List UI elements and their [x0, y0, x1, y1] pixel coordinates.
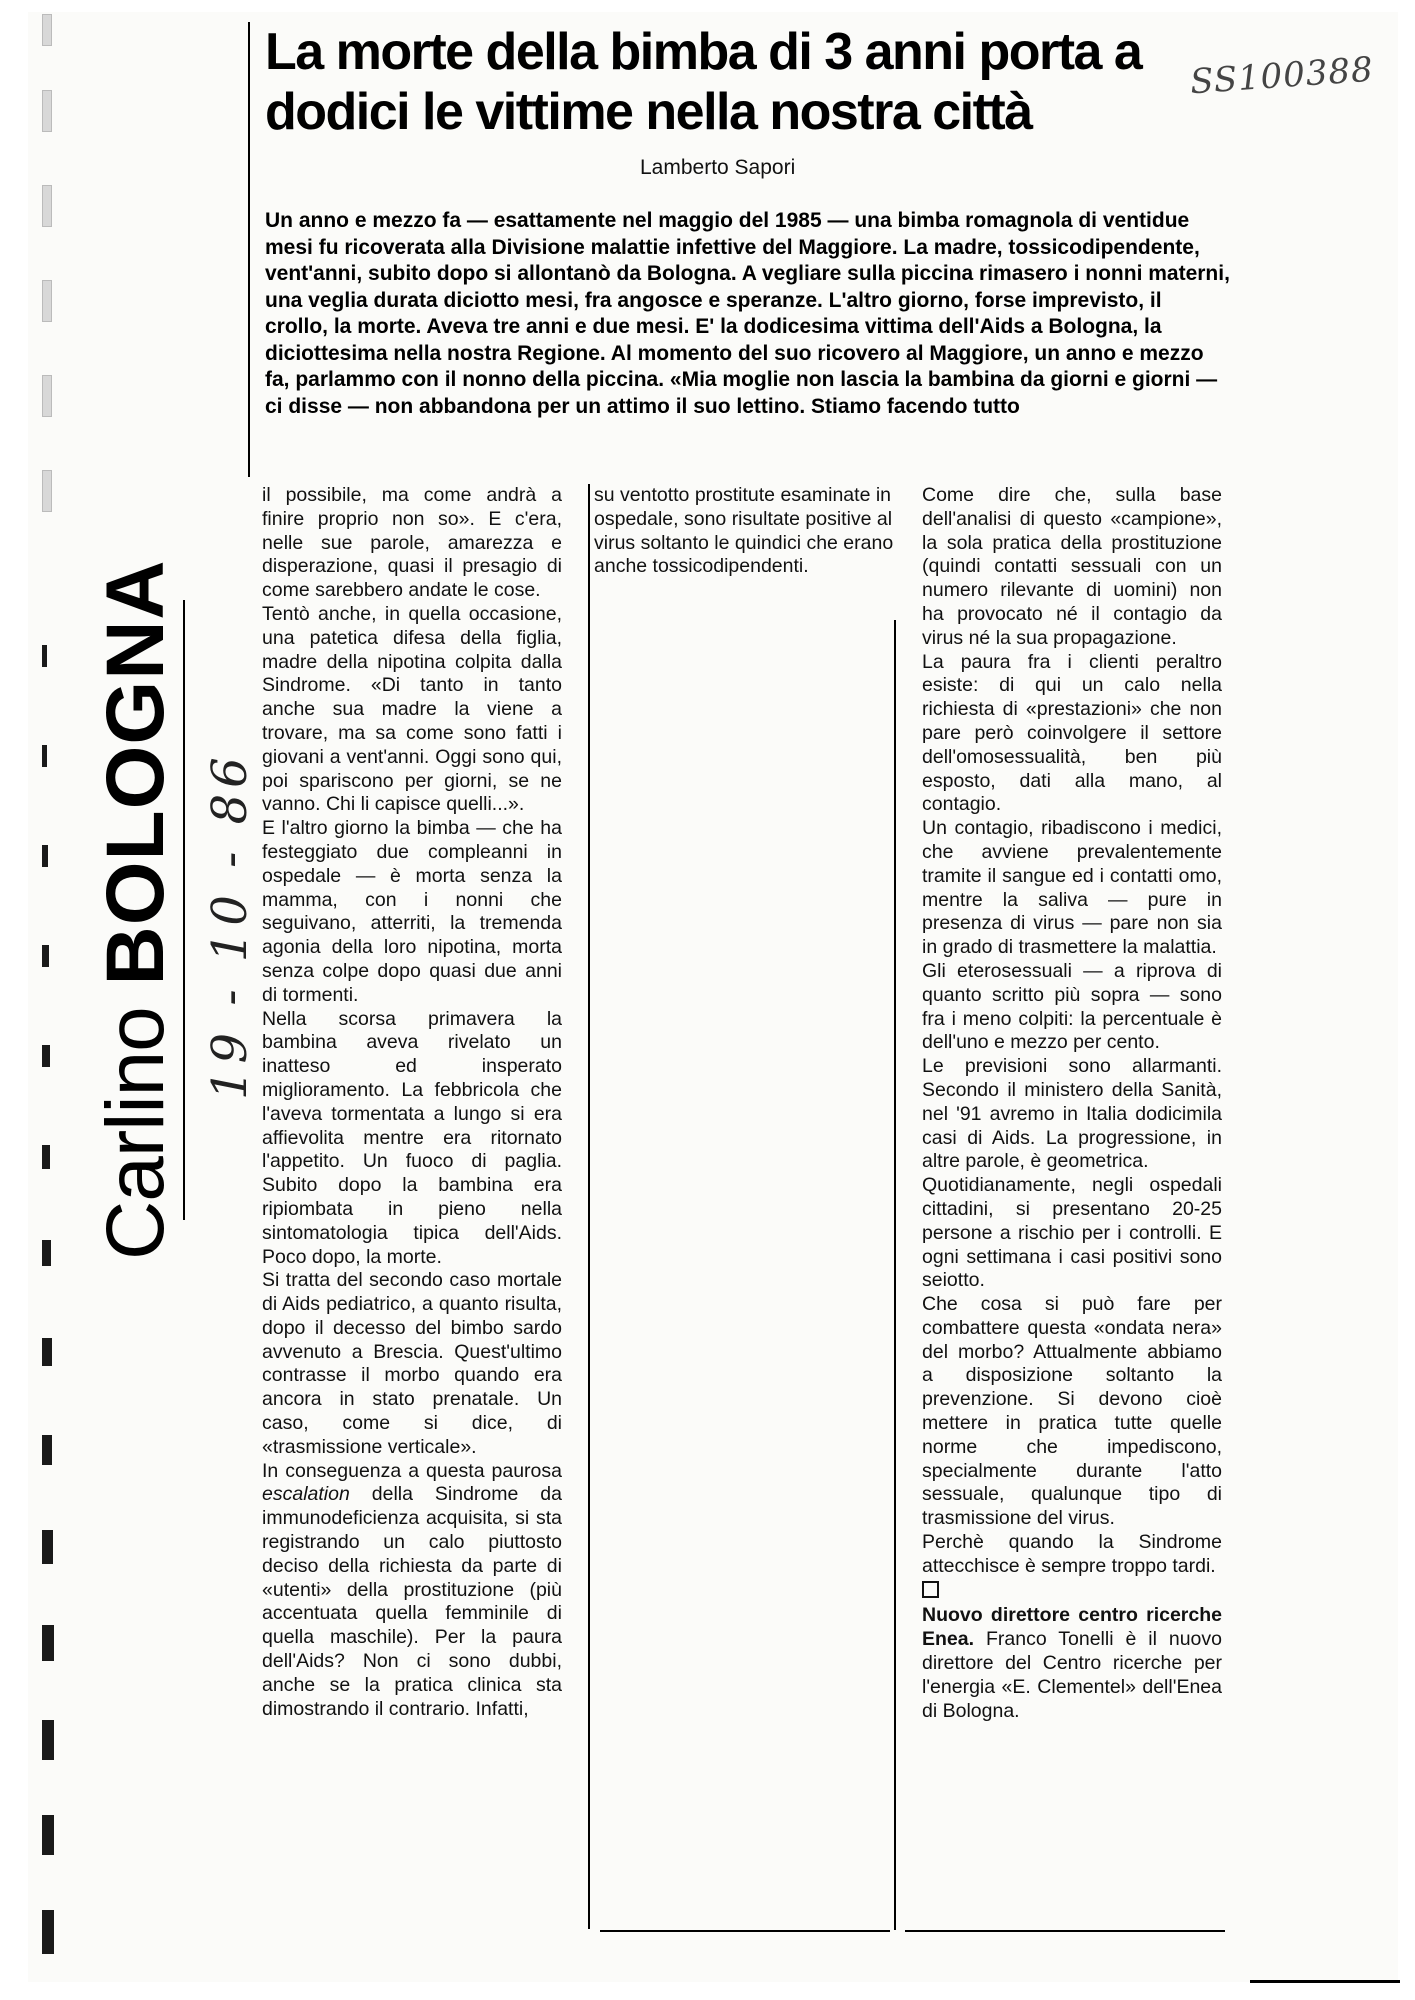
binder-hole: [42, 280, 52, 322]
binder-hole: [42, 1720, 54, 1760]
paragraph: Perchè quando la Sindrome attecchisce è sempre troppo tardi.: [922, 1531, 1222, 1577]
newspaper-masthead: [90, 559, 181, 1260]
paragraph: Tentò anche, in quella occasione, una patetica difesa della figlia, madre della nipotina colpita dalla Sindrome. «Di tanto in tanto anche sua madre la viene a trovare, ma sa come sono fatti i giovani a vent'anni. Oggi sono qui, poi spariscono per giorni, se ne vanno. Chi li capisce quelli...».: [262, 602, 562, 816]
masthead-rule: [183, 600, 185, 1220]
paragraph: Come dire che, sulla base dell'analisi di questo «campione», la sola pratica della prostituzione (quindi contatti sessuali con un numero rilevante di uomini) non ha provocato né il contagio da virus né la sua propagazione.: [922, 484, 1222, 649]
binder-hole: [42, 1625, 54, 1661]
binder-holes: [0, 0, 60, 2000]
binder-hole: [42, 945, 49, 967]
handwritten-date: 19 - 10 - 86: [202, 751, 258, 1100]
bottom-rule: [600, 1930, 890, 1932]
brief-text: Franco Tonelli è il nuovo direttore del Centro ricerche per l'energia «E. Clementel» dell'Enea di Bologna.: [922, 1628, 1222, 1722]
binder-hole: [42, 845, 48, 867]
binder-hole: [42, 1815, 54, 1855]
binder-hole: [42, 14, 52, 46]
brief-title: Nuovo direttore centro ricerche Enea.: [922, 1604, 1222, 1651]
bottom-rule: [1250, 1980, 1400, 1983]
paragraph: Le previsioni sono allarmanti. Secondo il ministero della Sanità, nel '91 avremo in Italia dodicimila casi di Aids. La progressione, in altre parole, è geometrica.: [922, 1055, 1222, 1173]
paragraph: Che cosa si può fare per combattere questa «ondata nera» del morbo? Attualmente abbiamo a disposizione soltanto la prevenzione. Si devono cioè mettere in pratica tutte quelle norme che impediscono, specialmente durante l'atto sessuale, qualunque tipo di trasmissione del virus.: [922, 1293, 1222, 1530]
lead-paragraph: Un anno e mezzo fa — esattamente nel maggio del 1985 — una bimba romagnola di ventidue mesi fu ricoverata alla Divisione malattie infettive del Maggiore. La madre, tossicodipendente, vent'anni, subito dopo si allontanò da Bologna. A vegliare sulla piccina rimasero i nonni materni, una veglia durata diciotto mesi, fra angosce e speranze. L'altro giorno, forse imprevisto, il crollo, la morte. Aveva tre anni e due mesi. E' la dodicesima vittima dell'Aids a Bologna, la diciottesima nella nostra Regione. Al momento del suo ricovero al Maggiore, un anno e mezzo fa, parlammo con il nonno della piccina. «Mia moglie non lascia la bambina da giorni e giorni — ci disse — non abbandona per un attimo il suo lettino. Stiamo facendo tutto: [265, 209, 1230, 418]
paragraph: Gli eterosessuali — a riprova di quanto scritto più sopra — sono fra i meno colpiti: la percentuale è dell'uno e mezzo per cento.: [922, 959, 1222, 1054]
paragraph: Un contagio, ribadiscono i medici, che avviene prevalentemente tramite il sangue ed i contatti omo, mentre la saliva — pure in presenza di virus — pare non sia in grado di trasmettere la malattia.: [922, 817, 1222, 959]
binder-hole: [42, 645, 47, 667]
binder-hole: [42, 1530, 53, 1564]
paragraph: il possibile, ma come andrà a finire proprio non so». E c'era, nelle sue parole, amarezza e disperazione, quasi il presagio di come sarebbero andate le cose.: [262, 484, 562, 602]
bottom-rule: [905, 1930, 1225, 1932]
binder-hole: [42, 185, 52, 227]
header-vertical-rule: [248, 22, 250, 477]
article-column-1: [262, 484, 562, 1721]
binder-hole: [42, 1338, 52, 1366]
article-column-3: [922, 484, 1222, 1723]
byline: Lamberto Sapori: [640, 156, 796, 179]
paragraph: La paura fra i clienti peraltro esiste: di qui un calo nella richiesta di «prestazioni» che non pare però coinvolgere il settore dell'omosessualità, ben più esposto, dati alla mano, al contagio.: [922, 650, 1222, 816]
paragraph: Si tratta del secondo caso mortale di Aids pediatrico, a quanto risulta, dopo il decesso del bimbo sardo avvenuto a Brescia. Quest'ultimo contrasse il morbo quando era ancora in stato prenatale. Un caso, come si dice, di «trasmissione verticale».: [262, 1269, 562, 1458]
masthead-bold: BOLOGNA: [90, 559, 181, 986]
binder-hole: [42, 375, 52, 417]
paragraph: su ventotto prostitute esaminate in ospedale, sono risultate positive al virus soltanto le quindici che erano anche tossicodipendenti.: [594, 484, 894, 578]
column-rule: [894, 620, 896, 1930]
binder-hole: [42, 1045, 50, 1067]
binder-hole: [42, 1910, 54, 1954]
binder-hole: [42, 1145, 50, 1169]
article-column-2: [594, 484, 894, 579]
binder-hole: [42, 745, 47, 767]
binder-hole: [42, 1240, 51, 1266]
paragraph: Nella scorsa primavera la bambina aveva rivelato un inatteso ed insperato miglioramento. La febbricola che l'aveva tormentata a lungo si era affievolita mentre era ritornato l'appetito. Un fuoco di paglia. Subito dopo la bambina era ripiombata in pieno nella sintomatologia tipica dell'Aids. Poco dopo, la morte.: [262, 1007, 562, 1268]
headline: La morte della bimba di 3 anni porta a dodici le vittime nella nostra città: [265, 23, 1142, 141]
end-mark: [922, 1579, 1222, 1605]
brief-item: [922, 1604, 1222, 1723]
end-box-icon: [922, 1581, 939, 1598]
paragraph: E l'altro giorno la bimba — che ha festeggiato due compleanni in ospedale — è morta senza la mamma, con i nonni che seguivano, atterriti, la tremenda agonia della loro nipotina, morta senza colpe dopo quasi due anni di tormenti.: [262, 817, 562, 1006]
italic-term: escalation: [262, 1483, 350, 1506]
text-run: In conseguenza a questa paurosa: [262, 1459, 562, 1482]
paragraph: [262, 1460, 562, 1722]
binder-hole: [42, 1435, 52, 1465]
masthead-light: Carlino: [90, 985, 181, 1260]
paragraph: Quotidianamente, negli ospedali cittadini, si presentano 20-25 persone a rischio per i controlli. E ogni settimana i casi positivi sono seiotto.: [922, 1174, 1222, 1292]
binder-hole: [42, 90, 52, 132]
binder-hole: [42, 470, 52, 512]
archive-code: SS100388: [1188, 49, 1375, 103]
column-rule: [588, 484, 590, 1929]
text-run: della Sindrome da immunodeficienza acquisita, si sta registrando un calo piuttosto deciso della richiesta da parte di «utenti» della prostituzione (più accentuata quella femminile di quella maschile). Per la paura dell'Aids? Non ci sono dubbi, anche se la pratica clinica sta dimostrando il contrario. Infatti,: [262, 1483, 562, 1720]
